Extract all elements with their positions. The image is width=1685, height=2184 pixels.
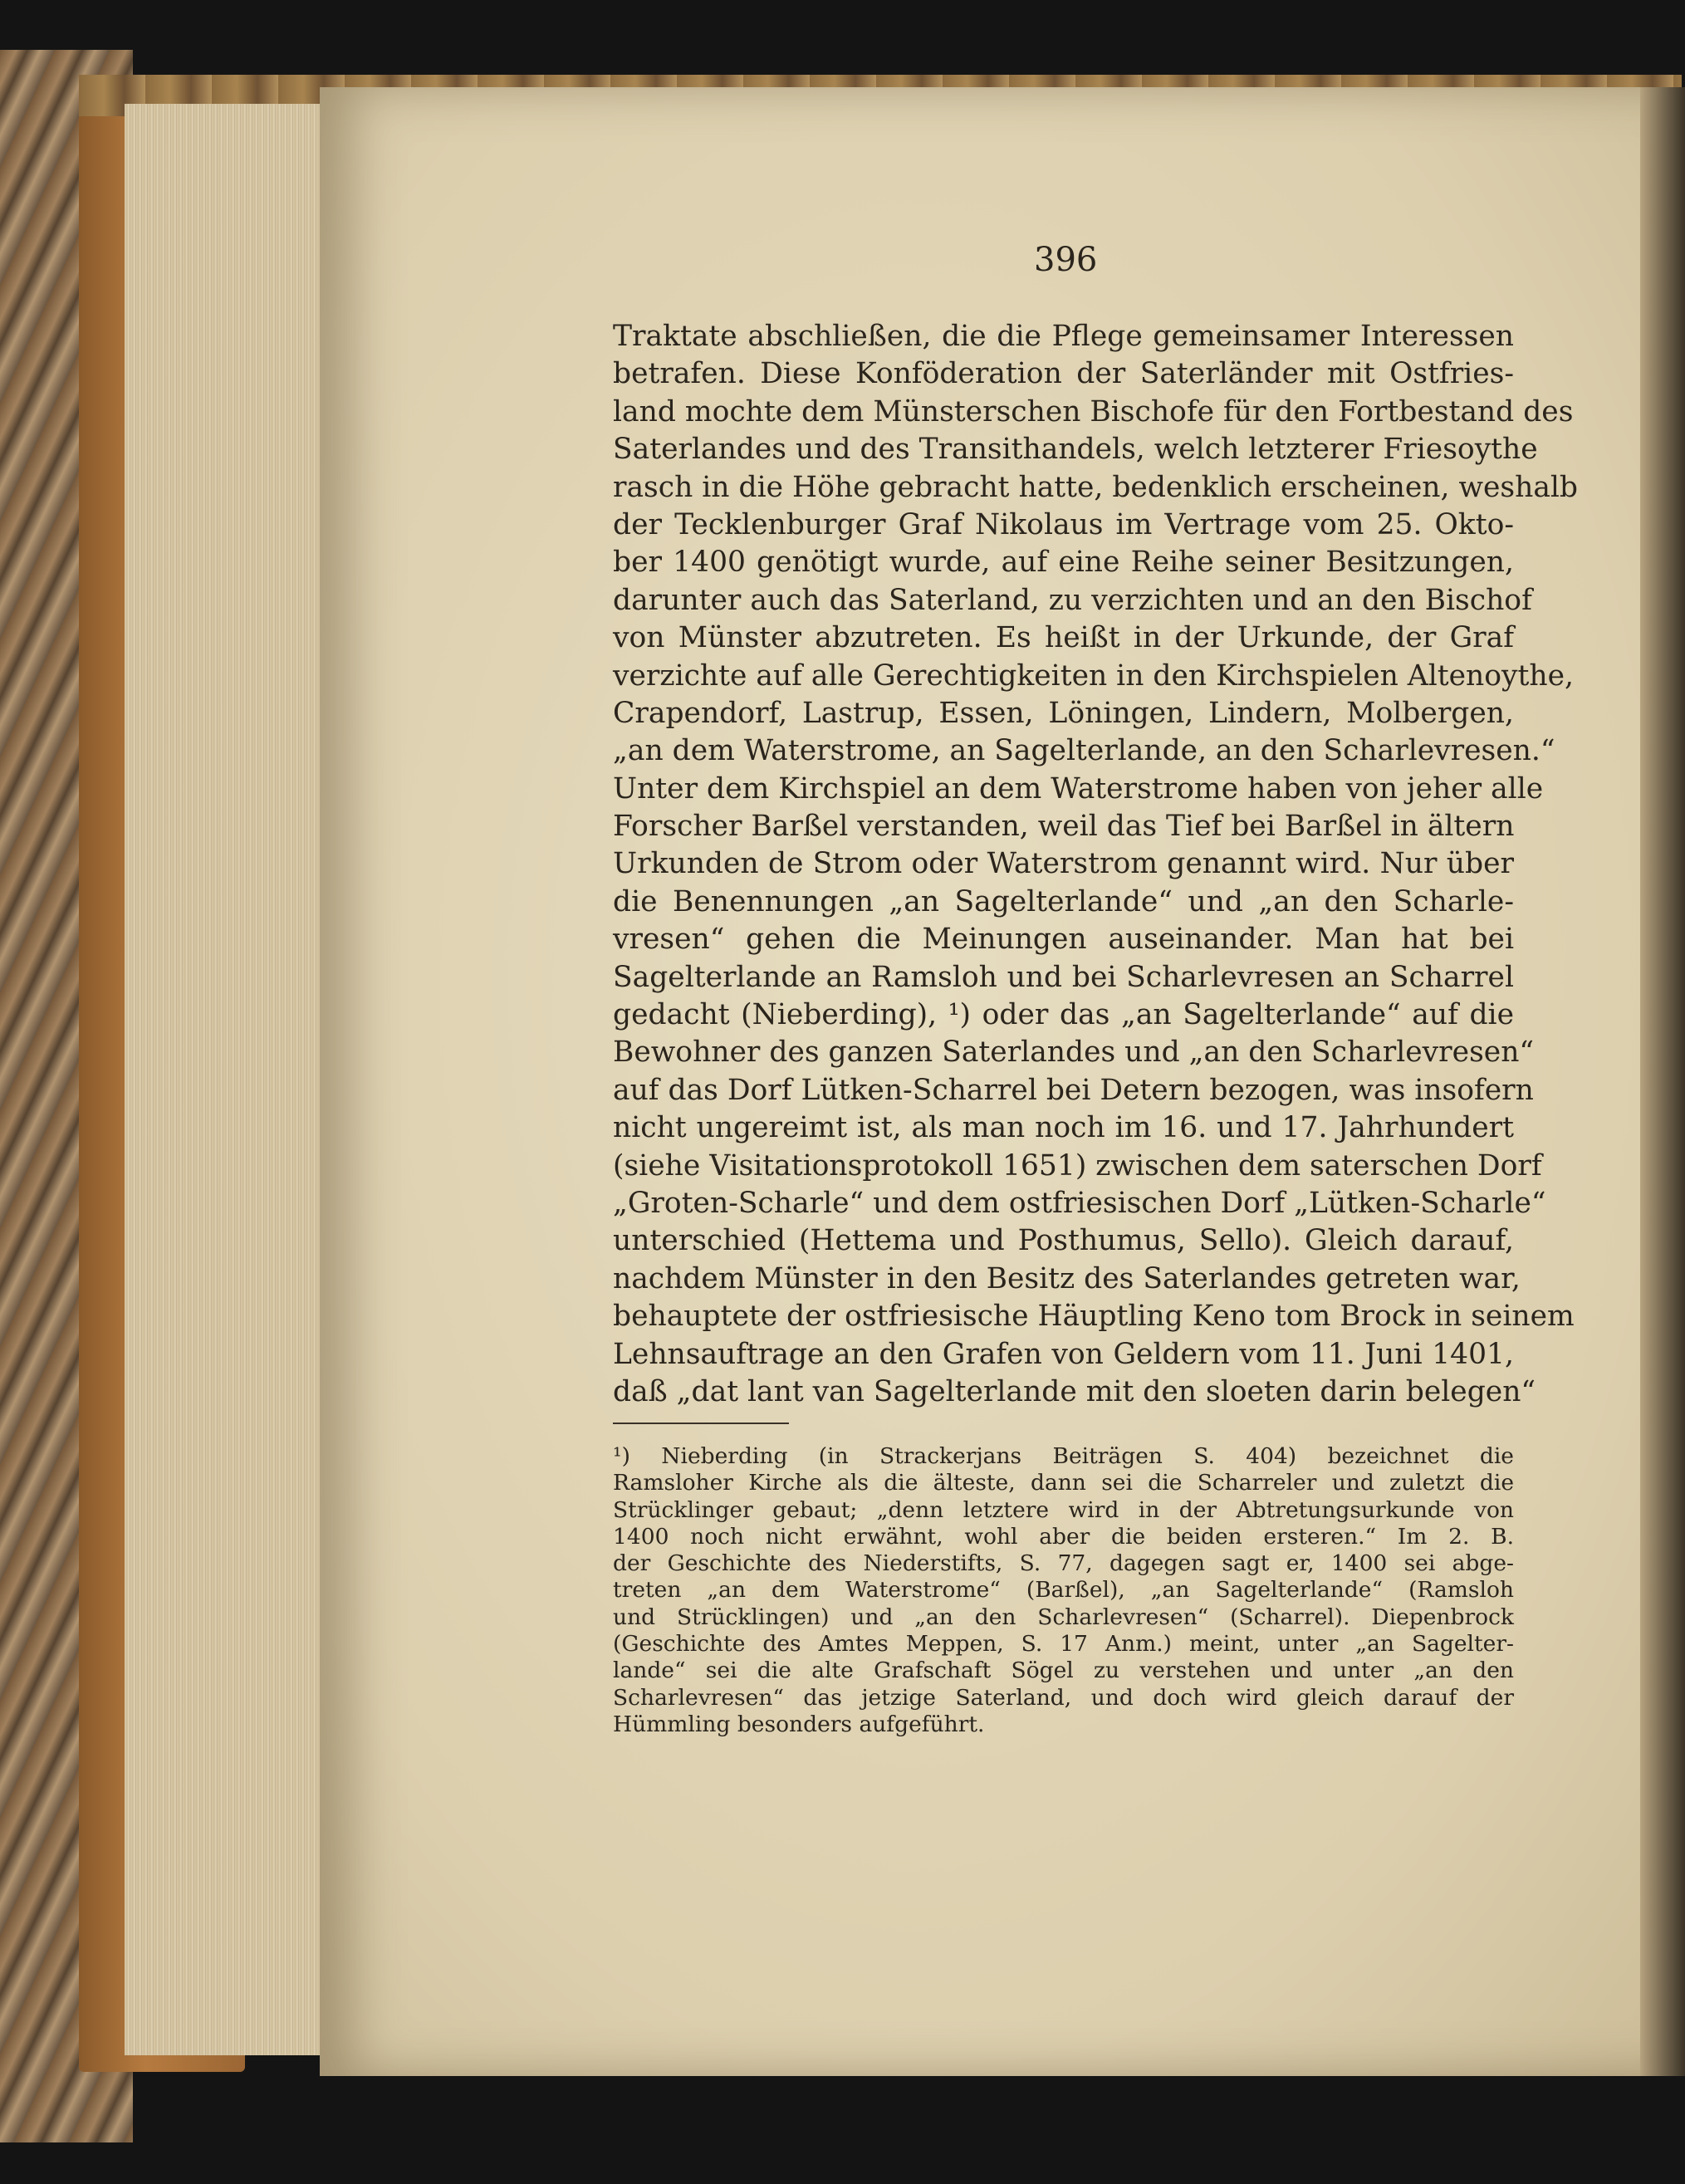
text-line: „an dem Waterstrome, an Sagelterlande, an den Scharlevresen.“ <box>613 734 1555 768</box>
text-line: unterschied (Hettema und Posthumus, Sello). Gleich darauf, <box>613 1224 1514 1258</box>
text-line: rasch in die Höhe gebracht hatte, bedenklich erscheinen, weshalb <box>613 470 1578 504</box>
text-line: behauptete der ostfriesische Häuptling Keno tom Brock in seinem <box>613 1300 1575 1334</box>
text-line: land mochte dem Münsterschen Bischofe für den Fortbestand des <box>613 394 1574 428</box>
text-line: Bewohner des ganzen Saterlandes und „an den Scharlevresen“ <box>613 1036 1535 1070</box>
footnote-line: Ramsloher Kirche als die älteste, dann sei die Scharreler und zuletzt die <box>613 1470 1514 1496</box>
text-line: betrafen. Diese Konföderation der Saterländer mit Ostfries- <box>613 357 1514 391</box>
footnote <box>613 1443 1514 1738</box>
footnote-line: lande“ sei die alte Grafschaft Sögel zu verstehen und unter „an den <box>613 1658 1514 1684</box>
text-line: darunter auch das Saterland, zu verzichten und an den Bischof <box>613 583 1532 617</box>
text-line: der Tecklenburger Graf Nikolaus im Vertrage vom 25. Okto- <box>613 507 1514 541</box>
footnote-line: Scharlevresen“ das jetzige Saterland, und doch wird gleich darauf der <box>613 1684 1514 1711</box>
footnote-line: (Geschichte des Amtes Meppen, S. 17 Anm.) meint, unter „an Sagelter- <box>613 1631 1514 1658</box>
main-text <box>613 318 1578 1411</box>
text-line: verzichte auf alle Gerechtigkeiten in den Kirchspielen Altenoythe, <box>613 659 1574 693</box>
footnote-line: und Strücklingen) und „an den Scharlevresen“ (Scharrel). Diepenbrock <box>613 1604 1514 1630</box>
page-edges <box>125 104 324 2055</box>
text-line: Urkunden de Strom oder Waterstrom genannt wird. Nur über <box>613 847 1514 881</box>
text-line: Lehnsauftrage an den Grafen von Geldern vom 11. Juni 1401, <box>613 1337 1514 1371</box>
text-line: Traktate abschließen, die die Pflege gemeinsamer Interessen <box>613 320 1514 353</box>
footnote-divider <box>613 1423 789 1424</box>
text-line: nachdem Münster in den Besitz des Saterlandes getreten war, <box>613 1261 1521 1295</box>
text-line: auf das Dorf Lütken-Scharrel bei Detern bezogen, was insofern <box>613 1073 1534 1107</box>
text-line: Sagelterlande an Ramsloh und bei Scharlevresen an Scharrel <box>613 960 1514 994</box>
footnote-line: ¹) Nieberding (in Strackerjans Beiträgen S. 404) bezeichnet die <box>613 1443 1514 1469</box>
footnote-line: der Geschichte des Niederstifts, S. 77, dagegen sagt er, 1400 sei abge- <box>613 1550 1514 1577</box>
text-line: daß „dat lant van Sagelterlande mit den sloeten darin belegen“ <box>613 1374 1536 1408</box>
footnote-line: 1400 noch nicht erwähnt, wohl aber die beiden ersteren.“ Im 2. B. <box>613 1523 1514 1550</box>
text-line: Unter dem Kirchspiel an dem Waterstrome haben von jeher alle <box>613 771 1544 806</box>
text-line: ber 1400 genötigt wurde, auf eine Reihe seiner Besitzungen, <box>613 546 1514 580</box>
text-line: nicht ungereimt ist, als man noch im 16. und 17. Jahrhundert <box>613 1111 1514 1145</box>
text-line: die Benennungen „an Sagelterlande“ und „an den Scharle- <box>613 884 1514 918</box>
text-line: Forscher Barßel verstanden, weil das Tief bei Barßel in ältern <box>613 810 1515 844</box>
page-number: 396 <box>1034 241 1098 279</box>
footnote-line: treten „an dem Waterstrome“ (Barßel), „an Sagelterlande“ (Ramsloh <box>613 1577 1514 1604</box>
text-line: „Groten-Scharle“ und dem ostfriesischen Dorf „Lütken-Scharle“ <box>613 1186 1546 1220</box>
footnote-line: Strücklinger gebaut; „denn letztere wird in der Abtretungsurkunde von <box>613 1496 1514 1523</box>
text-line: von Münster abzutreten. Es heißt in der Urkunde, der Graf <box>613 621 1514 655</box>
text-line: vresen“ gehen die Meinungen auseinander. Man hat bei <box>613 923 1514 957</box>
book-gutter <box>1640 87 1685 2076</box>
text-line: gedacht (Nieberding), ¹) oder das „an Sagelterlande“ auf die <box>613 998 1514 1032</box>
text-line: Saterlandes und des Transithandels, welch letzterer Friesoythe <box>613 433 1538 467</box>
text-line: Crapendorf, Lastrup, Essen, Löningen, Lindern, Molbergen, <box>613 696 1514 730</box>
text-line: (siehe Visitationsprotokoll 1651) zwischen dem saterschen Dorf <box>613 1148 1542 1183</box>
footnote-line: Hümmling besonders aufgeführt. <box>613 1711 985 1737</box>
